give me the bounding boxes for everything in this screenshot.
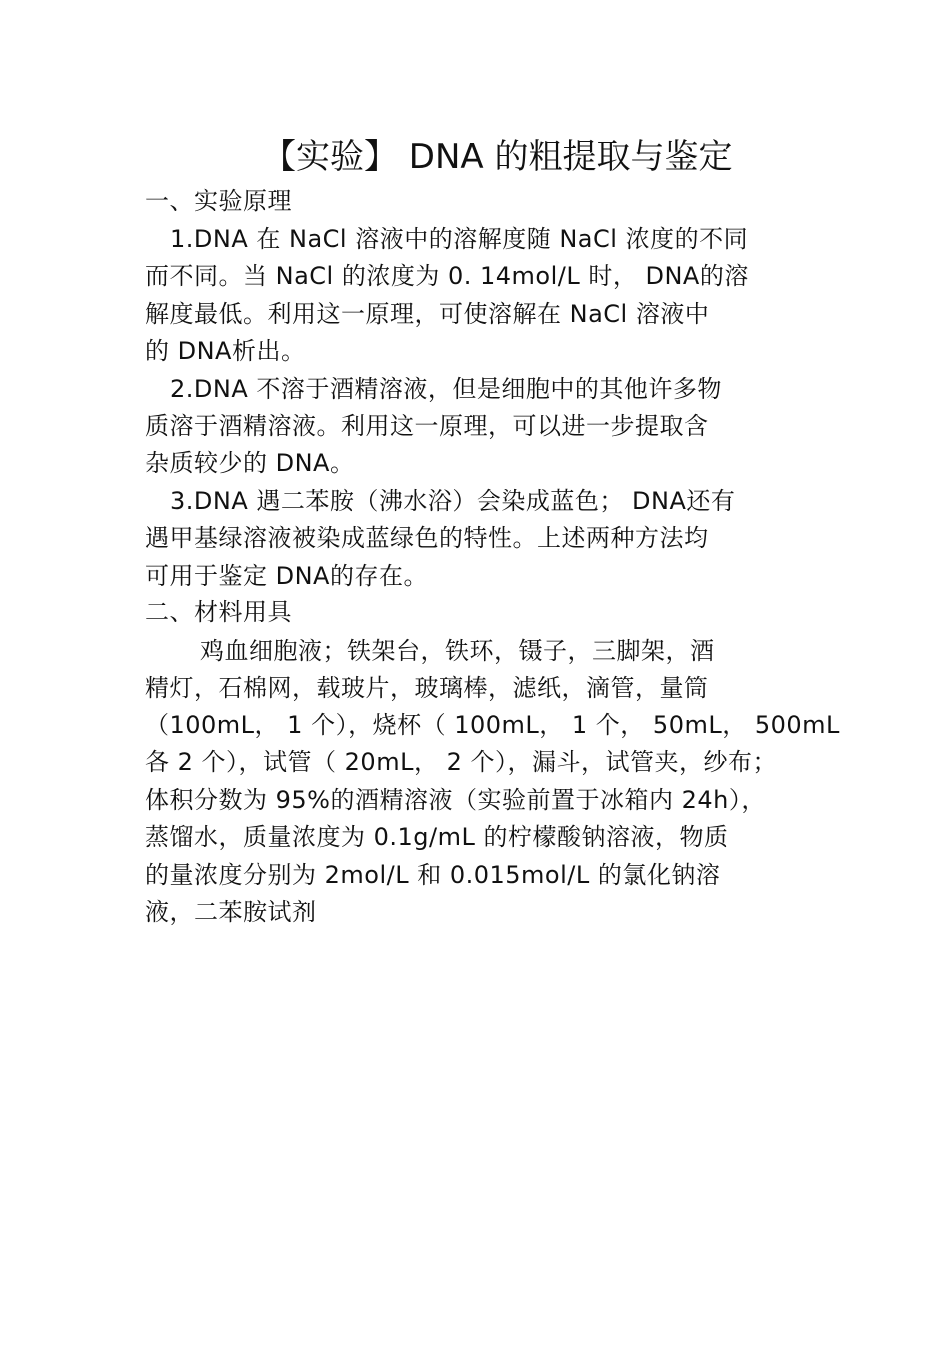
document-title: 【实验】 DNA 的粗提取与鉴定 (262, 137, 733, 177)
paragraph-line: 液，二苯胺试剂 (145, 898, 317, 926)
paragraph-line: 1.DNA 在 NaCl 溶液中的溶解度随 NaCl 浓度的不同 (170, 225, 749, 253)
paragraph-line: 的 DNA析出。 (145, 337, 306, 365)
paragraph-line: 精灯，石棉网，载玻片，玻璃棒，滤纸，滴管，量筒 (145, 674, 709, 702)
paragraph-line: 3.DNA 遇二苯胺（沸水浴）会染成蓝色； DNA还有 (170, 487, 736, 515)
paragraph-line: 解度最低。利用这一原理，可使溶解在 NaCl 溶液中 (145, 300, 710, 328)
paragraph-line: 各 2 个），试管（ 20mL， 2 个），漏斗，试管夹，纱布； (145, 748, 777, 776)
paragraph-line: 鸡血细胞液；铁架台，铁环，镊子，三脚架，酒 (200, 637, 715, 665)
paragraph-line: 而不同。当 NaCl 的浓度为 0. 14mol/L 时， DNA的溶 (145, 262, 749, 290)
paragraph-line: 的量浓度分别为 2mol/L 和 0.015mol/L 的氯化钠溶 (145, 861, 721, 889)
section-heading-principle: 一、实验原理 (145, 187, 292, 215)
paragraph-line: （100mL， 1 个），烧杯（ 100mL， 1 个， 50mL， 500mL (145, 711, 840, 739)
paragraph-line: 2.DNA 不溶于酒精溶液，但是细胞中的其他许多物 (170, 375, 722, 403)
paragraph-line: 遇甲基绿溶液被染成蓝绿色的特性。上述两种方法均 (145, 524, 709, 552)
paragraph-line: 蒸馏水，质量浓度为 0.1g/mL 的柠檬酸钠溶液，物质 (145, 823, 729, 851)
section-heading-materials: 二、材料用具 (145, 598, 292, 626)
paragraph-line: 杂质较少的 DNA。 (145, 449, 355, 477)
paragraph-line: 可用于鉴定 DNA的存在。 (145, 562, 428, 590)
paragraph-line: 体积分数为 95%的酒精溶液（实验前置于冰箱内 24h）， (145, 786, 766, 814)
paragraph-line: 质溶于酒精溶液。利用这一原理，可以进一步提取含 (145, 412, 709, 440)
